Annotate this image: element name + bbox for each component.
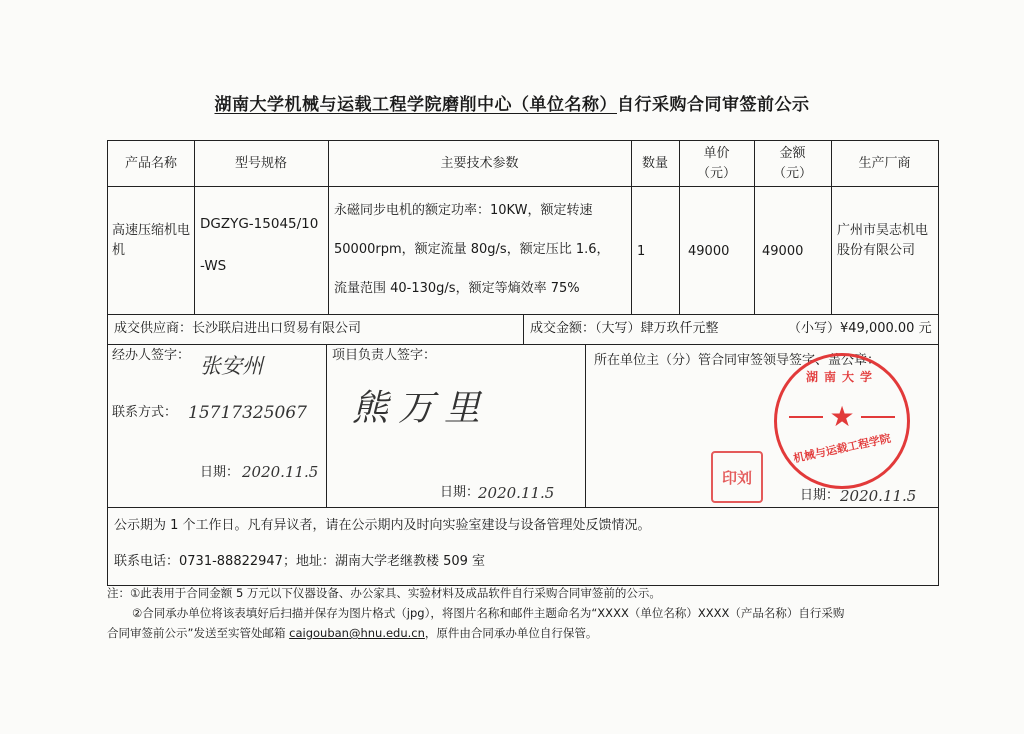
deal-amount-lower: （小写）¥49,000.00 元 <box>788 321 932 336</box>
notice-period: 公示期为 1 个工作日。凡有异议者，请在公示期内及时向实验室建设与设备管理处反馈情况。 <box>114 518 651 533</box>
note-line-3: 合同审签前公示”发送至实管处邮箱 caigouban@hnu.edu.cn，原件由合同承办单位自行保管。 <box>107 626 598 640</box>
note-line-1: 注：①此表用于合同金额 5 万元以下仪器设备、办公家具、实验材料及成品软件自行采购合同审签前的公示。 <box>107 586 661 600</box>
cell-amount: 49000 <box>762 244 804 259</box>
handler-date-label: 日期： <box>200 465 240 480</box>
cell-params-line1: 永磁同步电机的额定功率：10KW，额定转速 <box>334 203 593 218</box>
official-seal <box>774 353 910 489</box>
pm-label: 项目负责人签字： <box>332 348 437 363</box>
cell-maker: 广州市昊志机电股份有限公司 <box>837 223 929 258</box>
cell-qty: 1 <box>637 244 646 259</box>
handler-date: 2020.11.5 <box>242 463 319 481</box>
document-title <box>0 90 1024 115</box>
cell-model-line2: -WS <box>200 258 227 274</box>
header-product-name: 产品名称 <box>124 155 177 171</box>
personal-stamp: 印刘 <box>711 451 763 503</box>
header-unit-price: 单价 （元） <box>696 145 736 181</box>
seal-star-icon: ★ <box>829 400 855 433</box>
cell-unit-price: 49000 <box>688 244 730 259</box>
email-link[interactable]: caigouban@hnu.edu.cn <box>289 626 425 640</box>
pm-signature: 熊万里 <box>352 388 491 429</box>
handler-label: 经办人签字： <box>112 348 191 363</box>
contact-value: 15717325067 <box>188 403 307 423</box>
contact-label: 联系方式： <box>112 405 178 420</box>
note-line-2: ②合同承办单位将该表填好后扫描并保存为图片格式（jpg），将图片名称和邮件主题命名为“XXXX（单位名称）XXXX（产品名称）自行采购 <box>132 606 845 620</box>
cell-product-name: 高速压缩机电机 <box>112 223 191 258</box>
cell-model-line1: DGZYG-15045/10 <box>200 216 319 232</box>
cell-params-line2: 50000rpm，额定流量 80g/s，额定压比 1.6， <box>334 242 610 257</box>
pm-date-label: 日期： <box>440 485 480 500</box>
handler-signature: 张安州 <box>200 354 263 378</box>
seal-top-text: 湖南大学 <box>805 370 878 384</box>
supplier: 成交供应商：长沙联启进出口贸易有限公司 <box>114 321 362 336</box>
form-table <box>107 140 939 586</box>
title-unit: 湖南大学机械与运载工程学院磨削中心（单位名称） <box>214 95 617 115</box>
seal-text: 机械与运载工程学院 <box>792 431 892 466</box>
notice-contact: 联系电话：0731-88822947；地址：湖南大学老继教楼 509 室 <box>114 554 486 569</box>
leader-label: 所在单位主（分）管合同审签领导签字、盖公章： <box>594 353 881 368</box>
pm-date: 2020.11.5 <box>478 484 555 502</box>
deal-amount-upper: 成交金额：（大写）肆万玖仟元整 <box>530 321 719 336</box>
cell-params-line3: 流量范围 40-130g/s，额定等熵效率 75% <box>334 281 580 296</box>
header-maker: 生产厂商 <box>858 155 911 171</box>
title-rest: 自行采购合同审签前公示 <box>617 95 810 115</box>
header-params: 主要技术参数 <box>440 155 519 171</box>
leader-date-label: 日期： <box>800 488 840 503</box>
header-qty: 数量 <box>641 155 668 171</box>
header-amount: 金额 （元） <box>772 145 812 181</box>
leader-date: 2020.11.5 <box>840 487 917 505</box>
header-model: 型号规格 <box>234 155 287 171</box>
